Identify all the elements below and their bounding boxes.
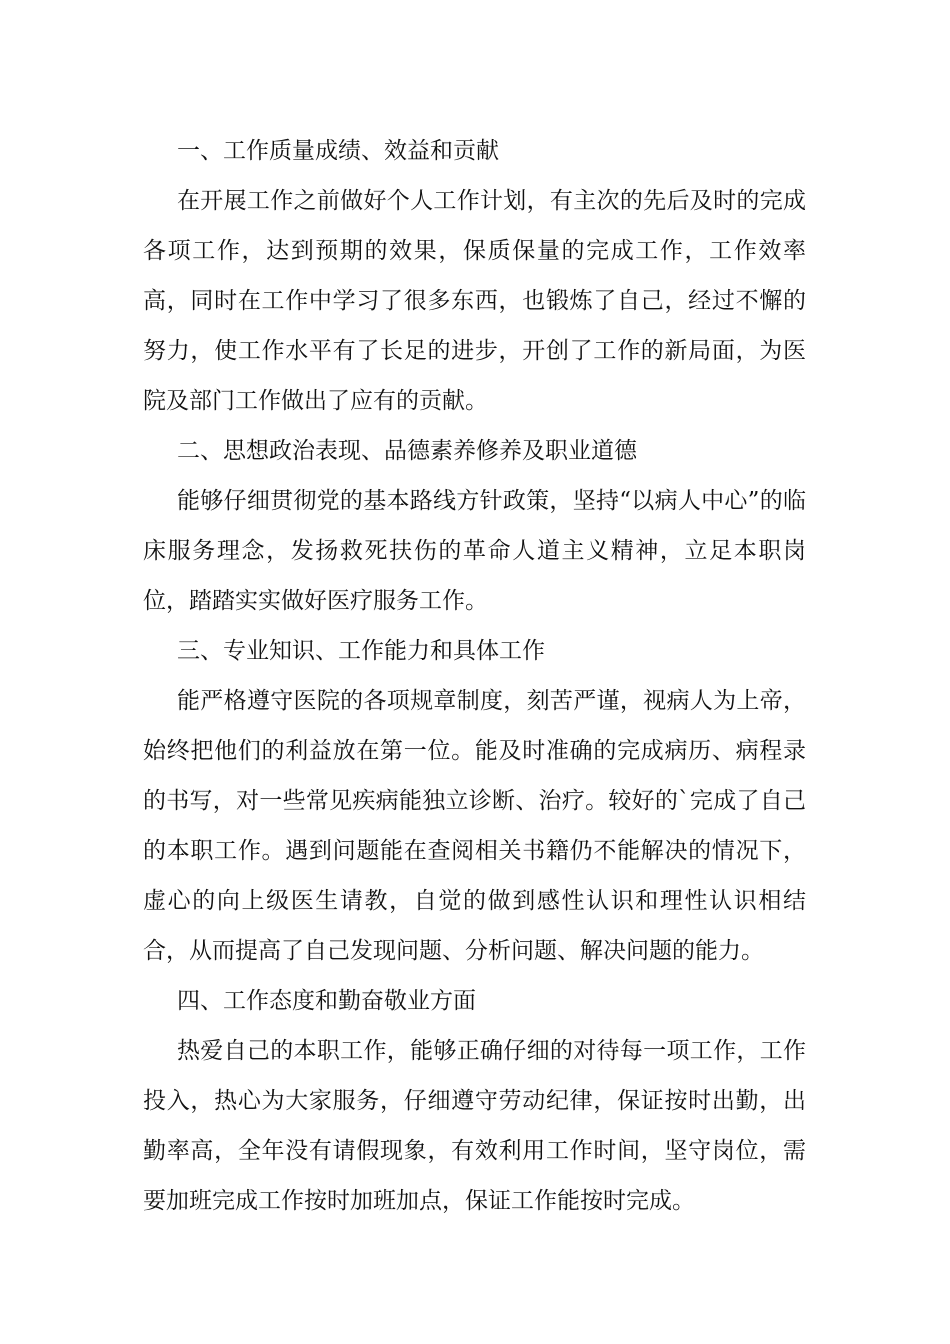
document-body [143,126,806,1226]
section-3-paragraph: 能严格遵守医院的各项规章制度，刻苦严谨，视病人为上帝，始终把他们的利益放在第一位。能及时准确的完成病历、病程录的书写，对一些常见疾病能独立诊断、治疗。较好的`完成了自己的本职工作。遇到问题能在查阅相关书籍仍不能解决的情况下，虚心的向上级医生请教，自觉的做到感性认识和理性认识相结合，从而提高了自己发现问题、分析问题、解决问题的能力。 [143,688,806,964]
section-4-heading: 四、工作态度和勤奋敬业方面 [177,988,476,1014]
section-1-heading: 一、工作质量成绩、效益和贡献 [177,138,499,164]
section-3-heading: 三、专业知识、工作能力和具体工作 [177,638,545,664]
section-2-paragraph: 能够仔细贯彻党的基本路线方针政策，坚持“以病人中心”的临床服务理念，发扬救死扶伤的革命人道主义精神，立足本职岗位，踏踏实实做好医疗服务工作。 [143,488,806,614]
section-1-paragraph: 在开展工作之前做好个人工作计划，有主次的先后及时的完成各项工作，达到预期的效果，保质保量的完成工作，工作效率高，同时在工作中学习了很多东西，也锻炼了自己，经过不懈的努力，使工作水平有了长足的进步，开创了工作的新局面，为医院及部门工作做出了应有的贡献。 [143,188,806,414]
section-2-heading: 二、思想政治表现、品德素养修养及职业道德 [177,438,637,464]
section-4-paragraph: 热爱自己的本职工作，能够正确仔细的对待每一项工作，工作投入，热心为大家服务，仔细遵守劳动纪律，保证按时出勤，出勤率高，全年没有请假现象，有效利用工作时间，坚守岗位，需要加班完成工作按时加班加点，保证工作能按时完成。 [143,1038,806,1214]
